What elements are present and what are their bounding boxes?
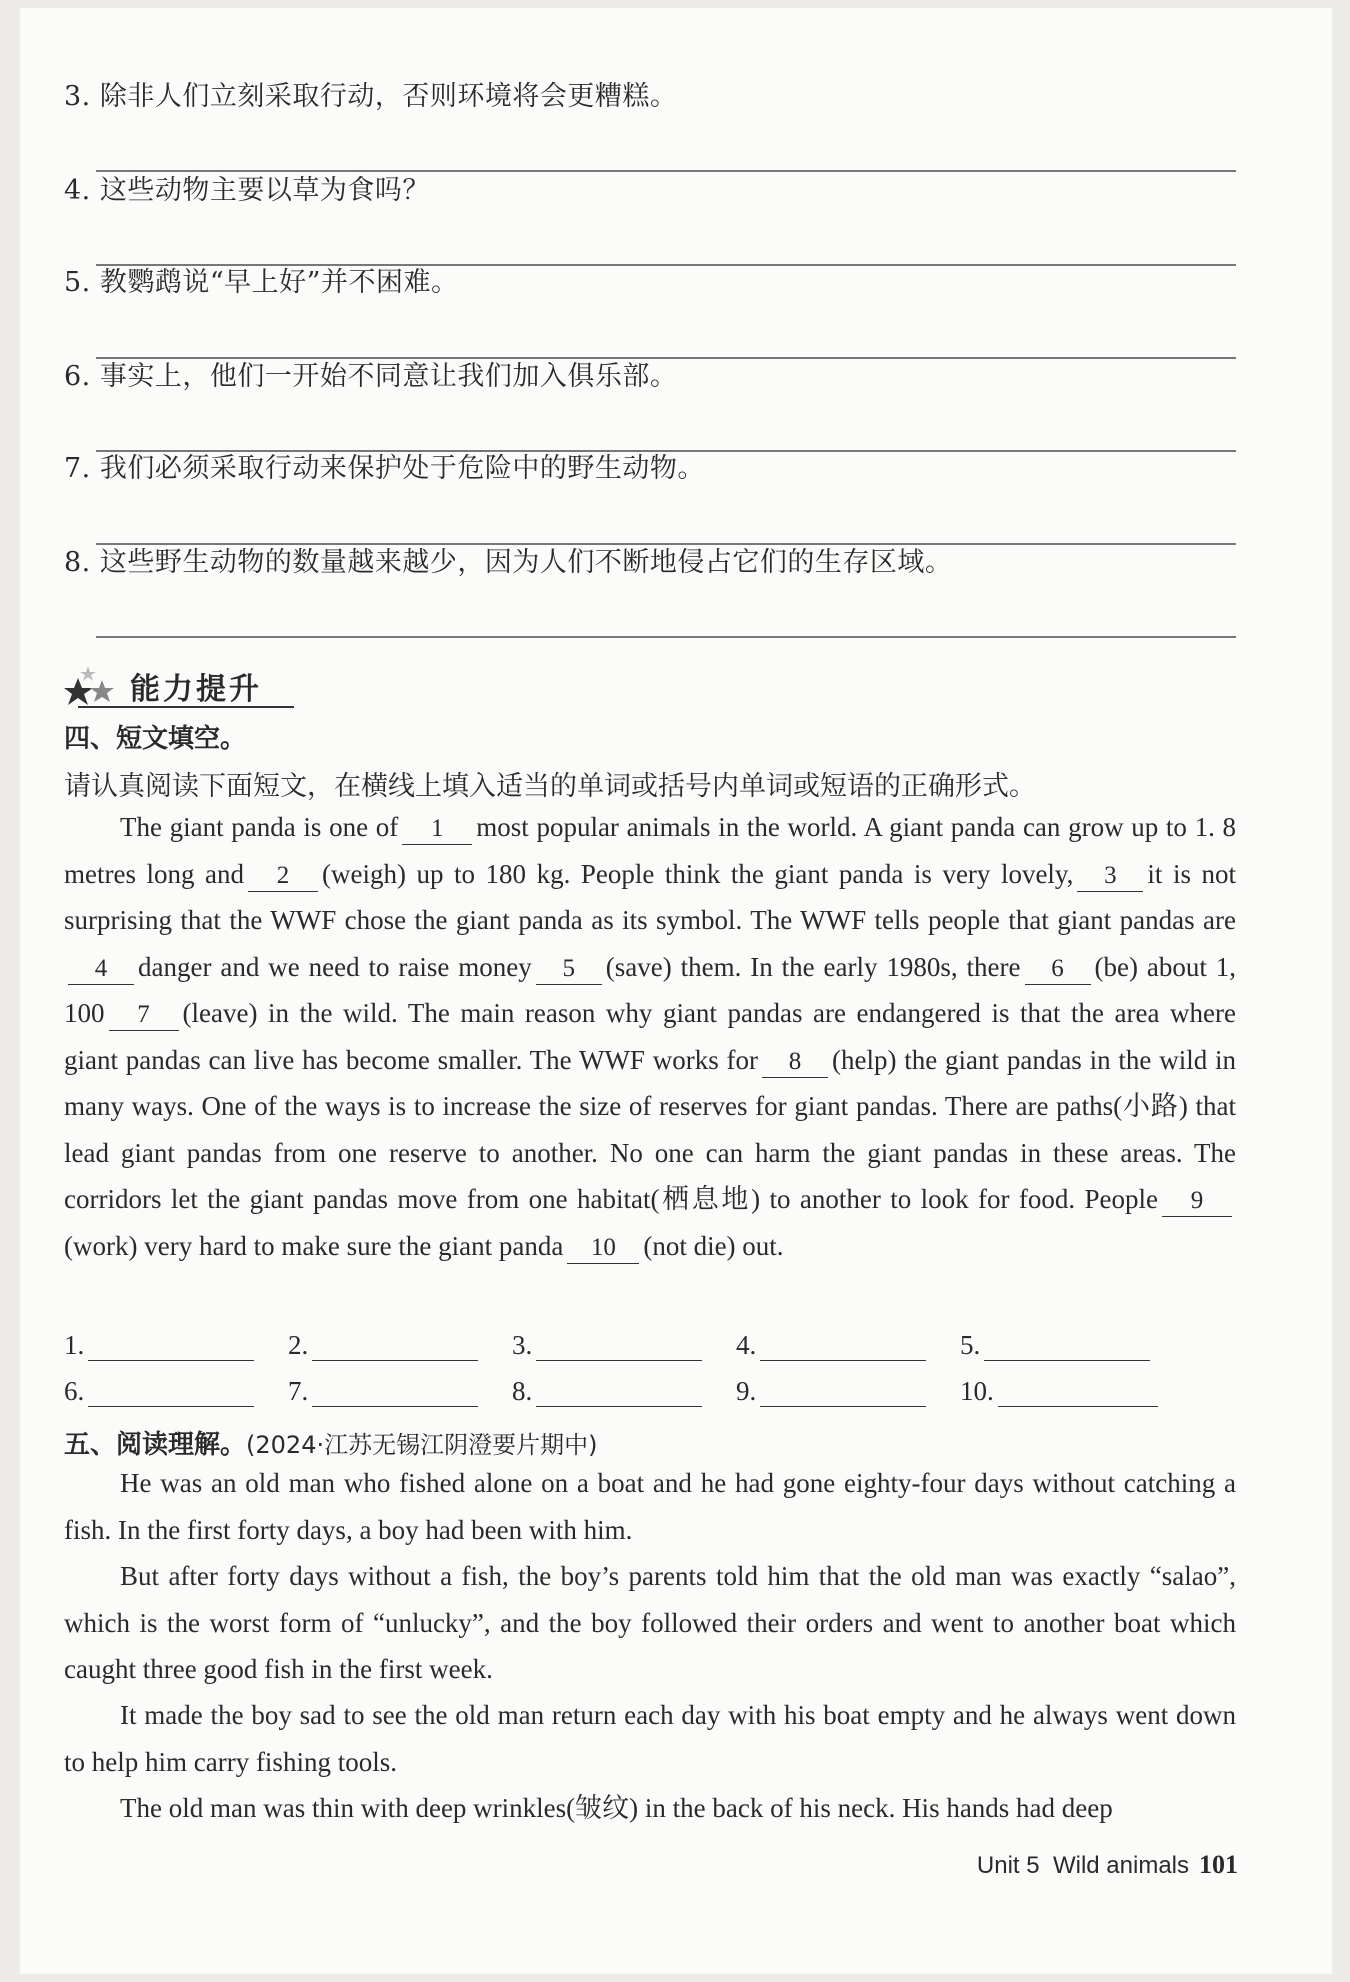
banner-underline	[78, 706, 294, 708]
answer-slot-7[interactable]: 7.	[288, 1376, 478, 1407]
banner-title: 能力提升	[130, 672, 262, 707]
section4-instruction: 请认真阅读下面短文，在横线上填入适当的单词或括号内单词或短语的正确形式。	[64, 771, 1036, 802]
translation-item-4: 4. 这些动物主要以草为食吗？	[64, 175, 430, 206]
answer-row-1	[64, 1330, 1236, 1370]
translation-item-6: 6. 事实上，他们一开始不同意让我们加入俱乐部。	[64, 361, 678, 392]
footer-title: Wild animals	[1052, 1852, 1189, 1879]
reading-paragraph-4: The old man was thin with deep wrinkles(皱纹) in the back of his neck. His hands had deep	[120, 1793, 1113, 1823]
blank-7[interactable]: 7	[109, 1000, 179, 1031]
blank-6[interactable]: 6	[1025, 954, 1091, 985]
section4-heading: 四、短文填空。	[64, 724, 247, 754]
section5-source: (2024·江苏无锡江阴澄要片期中)	[246, 1431, 598, 1459]
section5-heading	[64, 1424, 597, 1461]
blank-4[interactable]: 4	[68, 954, 134, 985]
translation-item-5: 5. 教鹦鹉说“早上好”并不困难。	[64, 267, 459, 298]
page-footer	[977, 1850, 1238, 1880]
answer-slot-9[interactable]: 9.	[736, 1376, 926, 1407]
answer-slot-4[interactable]: 4.	[736, 1330, 926, 1361]
blank-5[interactable]: 5	[536, 954, 602, 985]
blank-10[interactable]: 10	[567, 1233, 639, 1264]
stars-icon	[64, 664, 128, 710]
translation-item-8: 8. 这些野生动物的数量越来越少，因为人们不断地侵占它们的生存区域。	[64, 547, 953, 578]
blank-3[interactable]: 3	[1077, 861, 1143, 892]
answer-slot-3[interactable]: 3.	[512, 1330, 702, 1361]
workbook-page	[20, 8, 1332, 1974]
translation-item-3: 3. 除非人们立刻采取行动，否则环境将会更糟糕。	[64, 81, 678, 112]
blank-2[interactable]: 2	[248, 861, 318, 892]
translation-item-7: 7. 我们必须采取行动来保护处于危险中的野生动物。	[64, 453, 705, 484]
reading-paragraph-1: He was an old man who fished alone on a boat and he had gone eighty-four days without catching a fish. In the first forty days, a boy had been with him.	[64, 1468, 1236, 1545]
answer-row-2	[64, 1376, 1236, 1416]
reading-paragraph-2: But after forty days without a fish, the boy’s parents told him that the old man was exactly “salao”, which is the worst form of “unlucky”, and the boy followed their orders and went to another boat which caught three good fish in the first week.	[64, 1561, 1236, 1684]
page-number: 101	[1199, 1850, 1238, 1879]
blank-8[interactable]: 8	[762, 1047, 828, 1078]
answer-line-8[interactable]	[96, 636, 1236, 638]
answer-slot-1[interactable]: 1.	[64, 1330, 254, 1361]
answer-slot-5[interactable]: 5.	[960, 1330, 1150, 1361]
cloze-passage: The giant panda is one of 1 most popular animals in the world. A giant panda can grow up to 1. 8 metres long and 2 (weigh) up to 180 kg. People think the giant panda is very lovely, 3 it is not surprising that the WWF chose the giant panda as its symbol. The WWF tells people that giant pandas are4 danger and we need to raise money 5 (save) them. In the early 1980s, there 6 (be) about 1, 100 7 (leave) in the wild. The main reason why giant pandas are endangered is that the area where giant pandas can live has become smaller. The WWF works for 8 (help) the giant pandas in the wild in many ways. One of the ways is to increase the size of reserves for giant pandas. There are paths(小路) that lead giant pandas from one reserve to another. No one can harm the giant pandas in these areas. The corridors let the giant pandas move from one habitat(栖息地) to another to look for food. People 9(work) very hard to make sure the giant panda 10 (not die) out.	[64, 804, 1236, 1269]
footer-unit: Unit 5	[976, 1852, 1040, 1879]
answer-slot-10[interactable]: 10.	[960, 1376, 1158, 1407]
answer-slot-8[interactable]: 8.	[512, 1376, 702, 1407]
blank-9[interactable]: 9	[1162, 1186, 1232, 1217]
section5-title: 五、阅读理解。	[64, 1430, 247, 1460]
reading-paragraph-3: It made the boy sad to see the old man return each day with his boat empty and he always went down to help him carry fishing tools.	[64, 1700, 1236, 1777]
answer-slot-2[interactable]: 2.	[288, 1330, 478, 1361]
answer-slot-6[interactable]: 6.	[64, 1376, 254, 1407]
section-banner	[64, 658, 304, 710]
blank-1[interactable]: 1	[402, 814, 472, 845]
